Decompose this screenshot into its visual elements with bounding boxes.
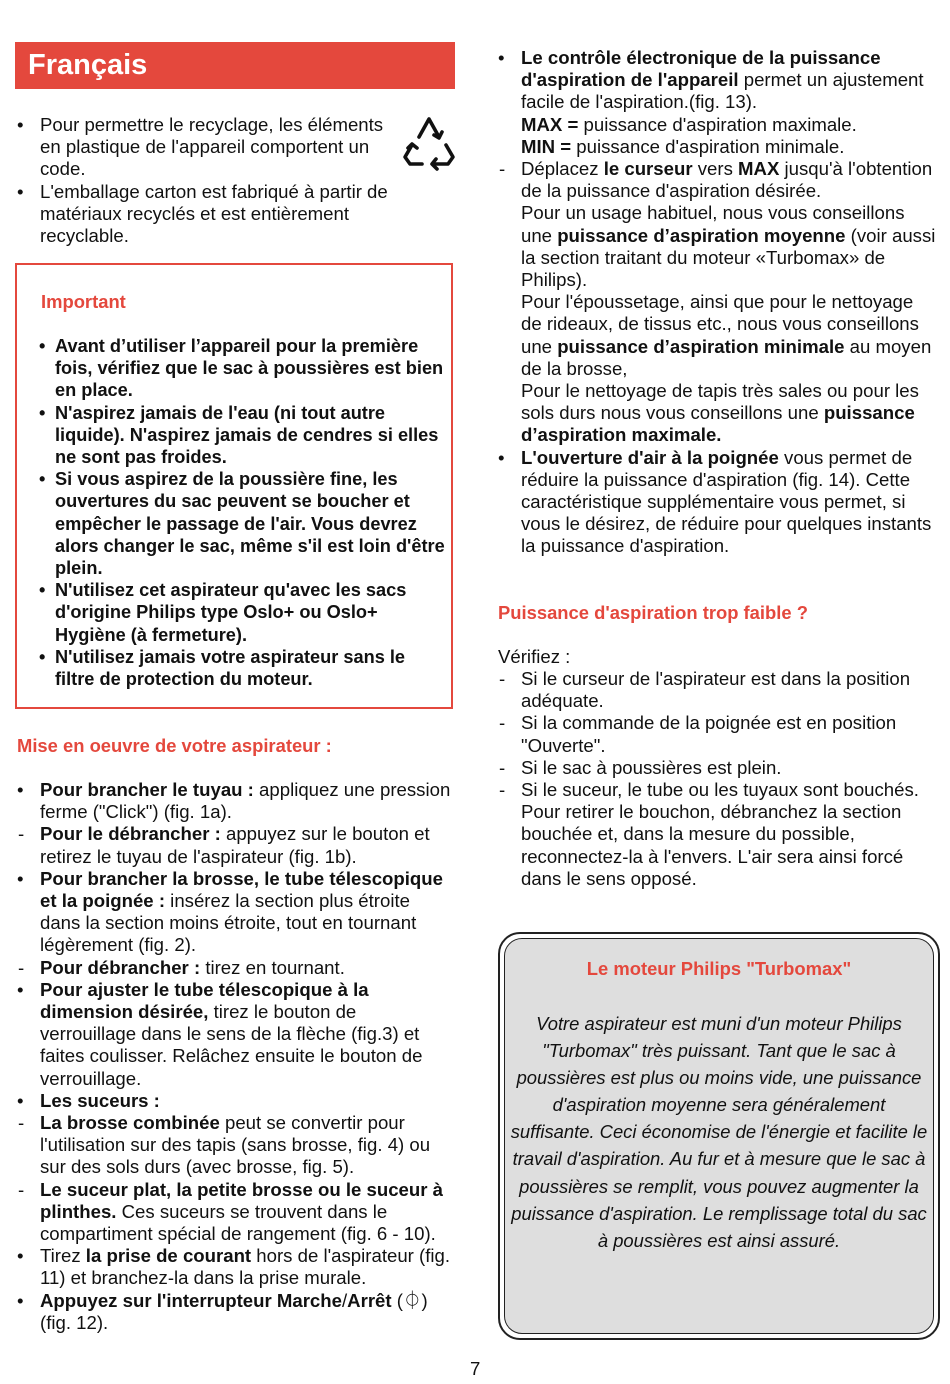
- max-label: MAX =: [521, 113, 579, 135]
- turbomax-title: Le moteur Philips "Turbomax": [586, 958, 852, 979]
- setup-title: Mise en oeuvre de votre aspirateur :: [17, 735, 332, 756]
- list-item: - Pour débrancher : tirez en tournant.: [18, 956, 345, 978]
- list-item: • L'ouverture d'air à la poignée vous permet de réduire la puissance d'aspiration (fig. 14). Cette caractéristique supplémentaire vous permet, si vous le désirez, de réduire pour quelques instants la puissance d'aspiration.: [498, 446, 932, 557]
- list-item: • N'aspirez jamais de l'eau (ni tout autre liquide). N'aspirez jamais de cendres si elles ne sont pas froides.: [39, 402, 439, 468]
- important-list: [39, 335, 445, 690]
- list-item: • N'utilisez cet aspirateur qu'avec les sacs d'origine Philips type Oslo+ ou Oslo+ Hygiène (à fermeture).: [39, 580, 407, 645]
- weak-suction-title: Puissance d'aspiration trop faible ?: [498, 602, 808, 623]
- recycle-icon: [398, 111, 460, 173]
- weak-suction-list: [498, 668, 942, 890]
- list-item: - Pour le débrancher : appuyez sur le bouton et retirez le tuyau de l'aspirateur (fig. 1b).: [18, 823, 430, 867]
- list-item: - Si le curseur de l'aspirateur est dans la position adéquate.: [499, 668, 911, 712]
- power-control-list: [498, 47, 938, 558]
- list-item: • Si vous aspirez de la poussière fine, les ouvertures du sac peuvent se boucher et empêcher le passage de l'air. Vous devrez alors changer le sac, même s'il est loin d'être plein.: [39, 469, 445, 579]
- list-item: - Déplacez le curseur vers MAX jusqu'à l'obtention de la puissance d'aspiration désirée. Pour un usage habituel, nous vous conseillons une puissance d’aspiration moyenne (voir aussi la section traitant du moteur «Turbomax» de Philips). Pour l'époussetage, ainsi que pour le nettoyage de rideaux, de tissus etc., nous vous conseillons une puissance d’aspiration minimale au moyen de la brosse, Pour le nettoyage de tapis très sales ou pour les sols durs nous vous conseillons une puissance d’aspiration maximale.: [499, 158, 936, 446]
- list-item: • Pour brancher le tuyau : appliquez une pression ferme ("Click") (fig. 1a).: [17, 779, 451, 823]
- setup-list: [17, 779, 455, 1334]
- list-item: • Appuyez sur l'interrupteur Marche/Arrêt (⏀) (fig. 12).: [17, 1289, 428, 1333]
- list-item: - La brosse combinée peut se convertir pour l'utilisation sur des tapis (sans brosse, fig. 4) ou sur des sols durs (avec brosse, fig. 5).: [18, 1112, 431, 1178]
- list-item: • Pour ajuster le tube télescopique à la dimension désirée, tirez le bouton de verrouillage dans le sens de la flèche (fig.3) et faites coulisser. Relâchez ensuite le bouton de verrouillage.: [17, 978, 423, 1089]
- language-header: Français: [15, 42, 455, 89]
- weak-suction-intro: Vérifiez :: [498, 646, 571, 667]
- turbomax-text: Votre aspirateur est muni d'un moteur Philips "Turbomax" très puissant. Tant que le sac à poussières est plus ou moins vide, une puissance d'aspiration moyenne sera généralement suffisante. Ceci économise de l'énergie et facilite le travail d'aspiration. Au fur et à mesure que le sac à poussières se remplit, vous pouvez augmenter la puissance d'aspiration. Le remplissage total du sac à poussières est ainsi assuré.: [510, 1013, 928, 1251]
- list-item: • Le contrôle électronique de la puissance d'aspiration de l'appareil permet un ajustement facile de l'aspiration.(fig. 13). MAX = puissance d'aspiration maximale. MIN = puissance d'aspiration minimale.: [498, 47, 924, 157]
- list-item: • Les suceurs :: [17, 1089, 160, 1111]
- list-item: - Si la commande de la poignée est en position "Ouverte".: [499, 712, 897, 756]
- list-item: • Pour permettre le recyclage, les éléments en plastique de l'appareil comportent un code.: [17, 114, 384, 180]
- list-item: • N'utilisez jamais votre aspirateur sans le filtre de protection du moteur.: [39, 646, 406, 690]
- important-title: Important: [41, 291, 126, 312]
- list-item: • Pour brancher la brosse, le tube télescopique et la poignée : insérez la section plus étroite dans la section moins étroite, tout en tournant légèrement (fig. 2).: [17, 867, 443, 956]
- list-item: • Tirez la prise de courant hors de l'aspirateur (fig. 11) et branchez-la dans la prise murale.: [17, 1245, 451, 1289]
- list-item: - Si le suceur, le tube ou les tuyaux sont bouchés. Pour retirer le bouchon, débranchez la section bouchée et, dans la mesure du possible, reconnectez-la à l'envers. L'air sera ainsi forcé dans le sens opposé.: [499, 779, 919, 889]
- list-item: • L'emballage carton est fabriqué à partir de matériaux recyclés et est entièrement recyclable.: [17, 180, 388, 247]
- list-item: - Le suceur plat, la petite brosse ou le suceur à plinthes. Ces suceurs se trouvent dans le compartiment spécial de rangement (fig. 6 - 10).: [18, 1178, 443, 1245]
- recycling-list: [17, 114, 389, 247]
- page-number: 7: [470, 1358, 481, 1379]
- min-label: MIN =: [521, 135, 572, 157]
- list-item: - Si le sac à poussières est plein.: [499, 756, 782, 778]
- list-item: • Avant d’utiliser l’appareil pour la première fois, vérifiez que le sac à poussières est bien en place.: [39, 336, 444, 401]
